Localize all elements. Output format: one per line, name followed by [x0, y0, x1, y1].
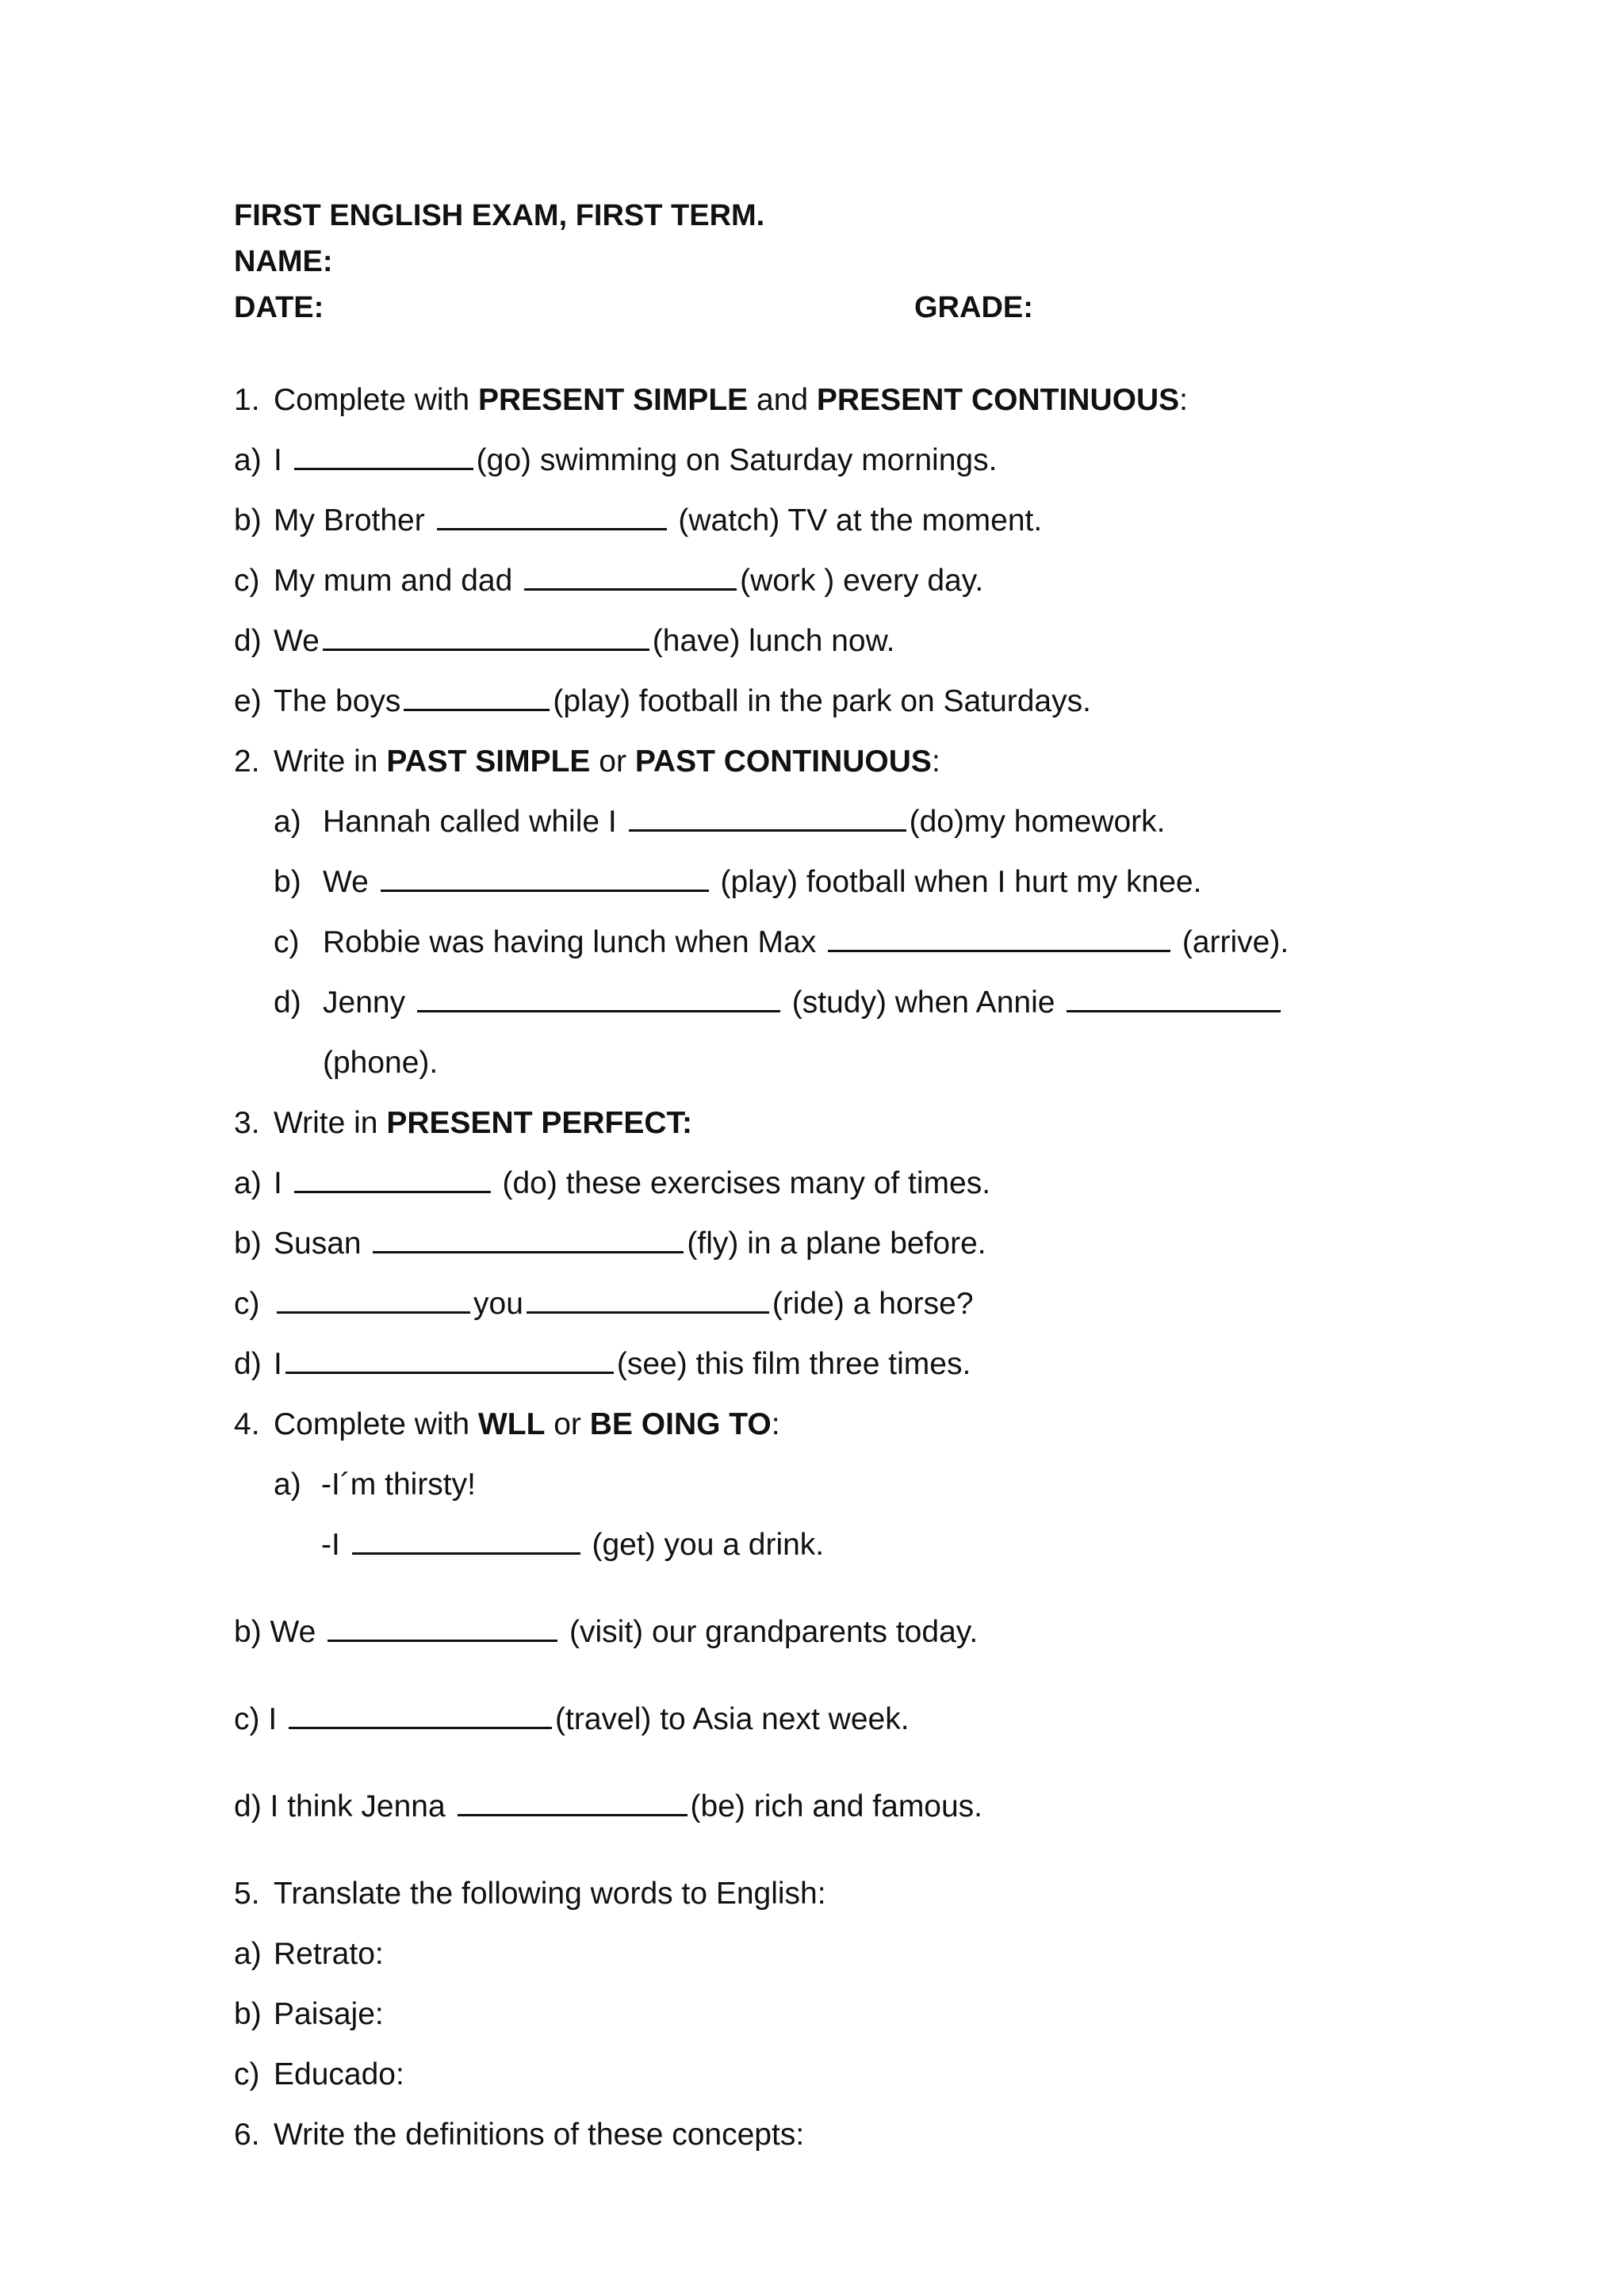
- answer-blank[interactable]: [277, 1286, 470, 1314]
- exam-title: FIRST ENGLISH EXAM, FIRST TERM.: [234, 199, 765, 232]
- answer-blank[interactable]: [1067, 985, 1281, 1012]
- name-label: NAME:: [234, 245, 333, 278]
- question-number: 2.: [234, 744, 260, 779]
- question-number: 6.: [234, 2118, 260, 2152]
- answer-blank[interactable]: [323, 623, 649, 651]
- answer-blank[interactable]: [458, 1789, 688, 1816]
- question-number: 5.: [234, 1877, 260, 1911]
- question-text: Complete with PRESENT SIMPLE and PRESENT CONTINUOUS:: [274, 383, 1188, 417]
- answer-blank[interactable]: [417, 985, 780, 1012]
- answer-blank[interactable]: [381, 864, 709, 892]
- q2-item-d-continued: (phone).: [323, 1046, 439, 1080]
- question-text: Write in PRESENT PERFECT:: [274, 1106, 693, 1140]
- answer-blank[interactable]: [527, 1286, 769, 1314]
- date-label: DATE:: [234, 291, 324, 324]
- question-number: 4.: [234, 1407, 260, 1441]
- answer-blank[interactable]: [437, 503, 667, 530]
- answer-blank[interactable]: [285, 1346, 614, 1374]
- answer-blank[interactable]: [327, 1614, 557, 1642]
- answer-blank[interactable]: [524, 563, 737, 591]
- grade-label: GRADE:: [914, 291, 1033, 324]
- answer-blank[interactable]: [294, 1165, 491, 1193]
- answer-blank[interactable]: [828, 924, 1170, 952]
- question-text: Translate the following words to English:: [274, 1877, 826, 1911]
- answer-blank[interactable]: [352, 1527, 580, 1555]
- exam-page: FIRST ENGLISH EXAM, FIRST TERM. NAME: DATE: GRADE: 1. Complete with PRESENT SIMPLE and PRESENT CONTINUOUS: a) I (go) swimming on Saturday mornings. b) My Brother (watch) TV at the moment. c) My mum and dad (work ) every day. d) We (have) lunch now. e) The boys (play) football in the park on Saturdays. 2. Write in PAST SIMPLE or PAST CONTINUOUS: a) Hannah called while I (do)my homework. b) We (play) football when I hurt my knee. c) Robbie was having lunch when Max (arrive). d) Jenny (study) when Annie (phone). 3. Write in PRESENT PERFECT: a) I (do) these exercises many of times. b) Susan (fly) in a plane before. c) you (ride) a horse? d) I (see) this film three times. 4. Complete with WLL or BE OING TO: a) -I´m thirsty! -I (get) you a drink. b) We (visit) our grandparents today. c) I (travel) to Asia next week. d) I think Jenna (be) rich and famous. 5. Translate the following words to English: a) Retrato: b) Paisaje: c) Educado: 6. Write the definitions of these concepts:: [0, 0, 1624, 2296]
- question-text: Write the definitions of these concepts:: [274, 2118, 805, 2152]
- answer-blank[interactable]: [289, 1701, 552, 1729]
- question-text: Complete with WLL or BE OING TO:: [274, 1407, 780, 1441]
- question-number: 1.: [234, 383, 260, 417]
- answer-blank[interactable]: [629, 804, 906, 832]
- answer-blank[interactable]: [404, 683, 550, 711]
- question-number: 3.: [234, 1106, 260, 1140]
- question-text: Write in PAST SIMPLE or PAST CONTINUOUS:: [274, 744, 940, 779]
- answer-blank[interactable]: [373, 1226, 684, 1253]
- answer-blank[interactable]: [294, 442, 473, 470]
